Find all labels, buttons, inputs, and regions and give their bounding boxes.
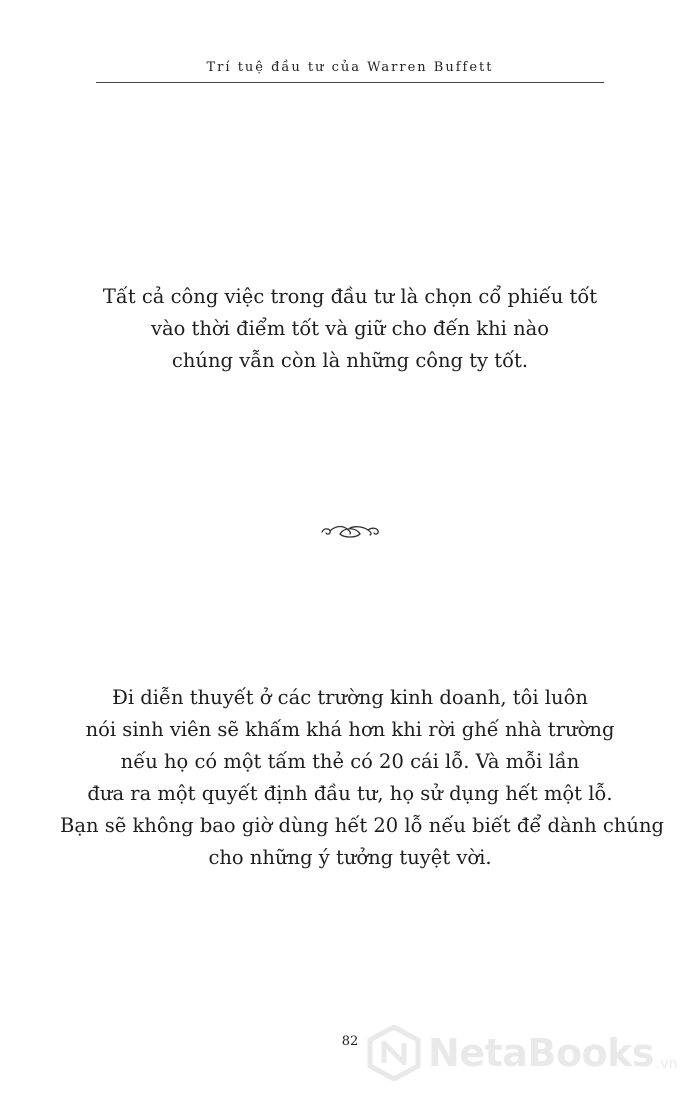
watermark [366, 1022, 678, 1084]
quote-1-line: Tất cả công việc trong đầu tư là chọn cổ phiếu tốt [102, 285, 598, 308]
quote-2-line: đưa ra một quyết định đầu tư, họ sử dụng hết một lỗ. [87, 782, 613, 805]
quote-1-line: chúng vẫn còn là những công ty tốt. [171, 349, 529, 372]
quote-2-line: Bạn sẽ không bao giờ dùng hết 20 lỗ nếu biết để dành chúng [60, 814, 665, 837]
watermark-suffix: .vn [655, 1056, 678, 1072]
quote-2 [60, 682, 665, 874]
quote-1-line: vào thời điểm tốt và giữ cho đến khi nào [150, 317, 550, 340]
netabooks-logo-icon [366, 1025, 422, 1081]
watermark-brand: NetaBooks [428, 1031, 654, 1075]
flourish-ornament-icon [318, 520, 382, 542]
quote-2-line: nếu họ có một tấm thẻ có 20 cái lỗ. Và mỗi lần [120, 750, 580, 773]
quote-2-line: Đi diễn thuyết ở các trường kinh doanh, tôi luôn [112, 686, 588, 709]
quote-2-line: cho những ý tưởng tuyệt vời. [208, 846, 492, 869]
page-number: 82 [341, 1034, 359, 1049]
running-header: Trí tuệ đầu tư của Warren Buffett [206, 60, 494, 75]
quote-2-line: nói sinh viên sẽ khấm khá hơn khi rời ghế nhà trường [85, 718, 615, 741]
header-rule [96, 82, 604, 83]
quote-1 [60, 281, 640, 377]
